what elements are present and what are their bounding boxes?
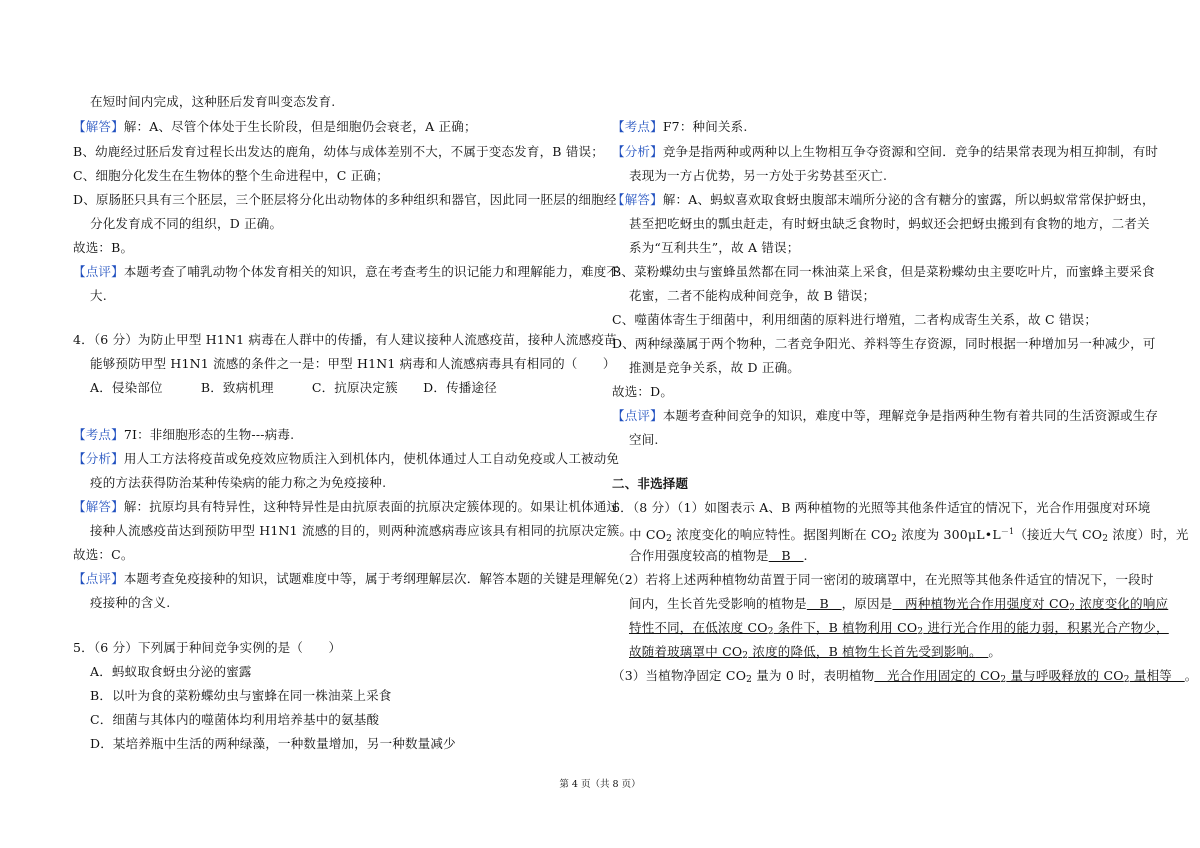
answer-blank: 光合作用固定的 $CO_2$ 量与呼吸释放的 $CO_2$ 量相等 bbox=[874, 668, 1185, 685]
text-line: 表现为一方占优势，另一方处于劣势甚至灭亡. bbox=[629, 168, 888, 183]
text-line: B、幼鹿经过胚后发育过程长出发达的鹿角，幼体与成体差别不大，不属于变态发育，B 错误； bbox=[73, 144, 604, 159]
comment-line: 【点评】本题考查了哺乳动物个体发育相关的知识，意在考查考生的识记能力和理解能力，难度不 bbox=[73, 264, 620, 279]
text-line: 甚至把吃蚜虫的瓢虫赶走，有时蚜虫缺乏食物时，蚂蚁还会把蚜虫搬到有食物的地方，二者关 bbox=[629, 216, 1150, 231]
text-line: B、菜粉蝶幼虫与蜜蜂虽然都在同一株油菜上采食，但是菜粉蝶幼虫主要吃叶片，而蜜蜂主要采食 bbox=[612, 264, 1155, 279]
question-4: 4．（6 分）为防止甲型 H1N1 病毒在人群中的传播，有人建议接种人流感疫苗，接种人流感疫苗 bbox=[73, 332, 617, 347]
text-line: 疫接种的含义. bbox=[90, 595, 171, 610]
text-line: D、两种绿藻属于两个物种，二者竞争阳光、养料等生存资源，同时根据一种增加另一种减少，可 bbox=[612, 336, 1156, 351]
text-line: 合作用强度较高的植物是 B . bbox=[629, 548, 808, 563]
answer-line: 【解答】解：A、尽管个体处于生长阶段，但是细胞仍会衰老，A 正确； bbox=[73, 119, 477, 134]
text-line: C、噬菌体寄生于细菌中，利用细菌的原料进行增殖，二者构成寄生关系，故 C 错误； bbox=[612, 312, 1098, 327]
comment-line: 【点评】本题考查免疫接种的知识，试题难度中等，属于考纲理解层次．解答本题的关键是理解免 bbox=[73, 571, 620, 586]
choice-line: 故选：C。 bbox=[73, 547, 134, 562]
choice-line: 故选：D。 bbox=[612, 384, 674, 399]
analysis-line: 【分析】用人工方法将疫苗或免疫效应物质注入到机体内，使机体通过人工自动免疫或人工被动免 bbox=[73, 451, 620, 466]
question-6: 6．（8 分）（1）如图表示 A、B 两种植物的光照等其他条件适宜的情况下，光合作用强度对环境 bbox=[612, 500, 1151, 515]
text-line: 花蜜，二者不能构成种间竞争，故 B 错误； bbox=[629, 288, 876, 303]
comment-tag: 【点评】 bbox=[73, 264, 124, 279]
choice-line: 故选：B。 bbox=[73, 240, 134, 255]
answer-blank: 特性不同，在低浓度 $CO_2$ 条件下，B 植物利用 $CO_2$ 进行光合作用的能力弱，积累光合产物少， bbox=[629, 620, 1169, 637]
comment-line: 【点评】本题考查种间竞争的知识，难度中等，理解竞争是指两种生物有着共同的生活资源或生存 bbox=[612, 408, 1159, 423]
option-c: C．细菌与其体内的噬菌体均利用培养基中的氨基酸 bbox=[90, 712, 380, 727]
text-line: C、细胞分化发生在生物体的整个生命进程中，C 正确； bbox=[73, 168, 389, 183]
option-b: B．以叶为食的菜粉蝶幼虫与蜜蜂在同一株油菜上采食 bbox=[90, 688, 392, 703]
text-line: 推测是竞争关系，故 D 正确。 bbox=[629, 360, 800, 375]
knowledge-tag: 【考点】 bbox=[612, 119, 663, 134]
analysis-tag: 【分析】 bbox=[73, 451, 124, 466]
text-line: （2）若将上述两种植物幼苗置于同一密闭的玻璃罩中，在光照等其他条件适宜的情况下，一段时 bbox=[612, 572, 1154, 587]
answer-tag: 【解答】 bbox=[73, 499, 124, 514]
knowledge-tag: 【考点】 bbox=[73, 427, 124, 442]
option-a: A．蚂蚁取食蚜虫分泌的蜜露 bbox=[90, 664, 252, 679]
comment-tag: 【点评】 bbox=[73, 571, 124, 586]
comment-tag: 【点评】 bbox=[612, 408, 663, 423]
analysis-tag: 【分析】 bbox=[612, 144, 663, 159]
text-line: 间内，生长首先受影响的植物是 B ，原因是 两种植物光合作用强度对 $CO_2$ 浓度变化的响应 bbox=[629, 596, 1169, 613]
text-line: 大. bbox=[90, 288, 107, 303]
question-4-options: A．侵染部位 B．致病机理 C．抗原决定簇 D．传播途径 bbox=[90, 380, 497, 395]
text-line: 故随着玻璃罩中 $CO_2$ 浓度的降低，B 植物生长首先受到影响。 。 bbox=[629, 644, 1002, 661]
answer-line: 【解答】解：A、蚂蚁喜欢取食蚜虫腹部末端所分泌的含有糖分的蜜露，所以蚂蚁常常保护蚜虫， bbox=[612, 192, 1155, 207]
knowledge-line: 【考点】7I：非细胞形态的生物---病毒. bbox=[73, 427, 295, 442]
text-line: 分化发育成不同的组织，D 正确。 bbox=[90, 216, 283, 231]
text-line: 疫的方法获得防治某种传染病的能力称之为免疫接种. bbox=[90, 475, 387, 490]
text-line: 中 $CO_2$ 浓度变化的响应特性。据图判断在 $CO_2$ 浓度为 $300\mu L•L^{-1}$（接近大气 $CO_2$ 浓度）时，光 bbox=[629, 527, 1189, 544]
answer-line: 【解答】解：抗原均具有特异性，这种特异性是由抗原表面的抗原决定簇体现的。如果让机体通过 bbox=[73, 499, 620, 514]
answer-tag: 【解答】 bbox=[73, 119, 124, 134]
page-footer: 第 4 页（共 8 页） bbox=[559, 779, 641, 790]
question-5: 5．（6 分）下列属于种间竞争实例的是（ ） bbox=[73, 640, 342, 655]
answer-blank: B bbox=[806, 596, 842, 611]
option-d: D．某培养瓶中生活的两种绿藻，一种数量增加，另一种数量减少 bbox=[90, 736, 456, 751]
text-line: （3）当植物净固定 $CO_2$ 量为 0 时，表明植物 光合作用固定的 $CO_2$ 量与呼吸释放的 $CO_2$ 量相等 。 bbox=[612, 668, 1198, 685]
text-line: D、原肠胚只具有三个胚层，三个胚层将分化出动物体的多种组织和器官，因此同一胚层的细胞经 bbox=[73, 192, 617, 207]
text-line: 在短时间内完成，这种胚后发育叫变态发育. bbox=[90, 94, 336, 109]
text-line: 能够预防甲型 H1N1 流感的条件之一是：甲型 H1N1 病毒和人流感病毒具有相同的（ ） bbox=[90, 356, 616, 371]
text-line: 系为“互利共生”，故 A 错误； bbox=[629, 240, 800, 255]
analysis-line: 【分析】竞争是指两种或两种以上生物相互争夺资源和空间．竞争的结果常表现为相互抑制，有时 bbox=[612, 144, 1159, 159]
text-line: 空间. bbox=[629, 432, 659, 447]
answer-tag: 【解答】 bbox=[612, 192, 663, 207]
answer-blank: 故随着玻璃罩中 $CO_2$ 浓度的降低，B 植物生长首先受到影响。 bbox=[629, 644, 976, 661]
section-heading: 二、非选择题 bbox=[612, 476, 689, 491]
text-line: 接种人流感疫苗达到预防甲型 H1N1 流感的目的，则两种流感病毒应该具有相同的抗原决定簇。 bbox=[90, 523, 633, 538]
answer-blank: B bbox=[768, 548, 804, 563]
knowledge-line: 【考点】F7：种间关系. bbox=[612, 119, 748, 134]
answer-blank: 两种植物光合作用强度对 $CO_2$ 浓度变化的响应 bbox=[892, 596, 1169, 613]
